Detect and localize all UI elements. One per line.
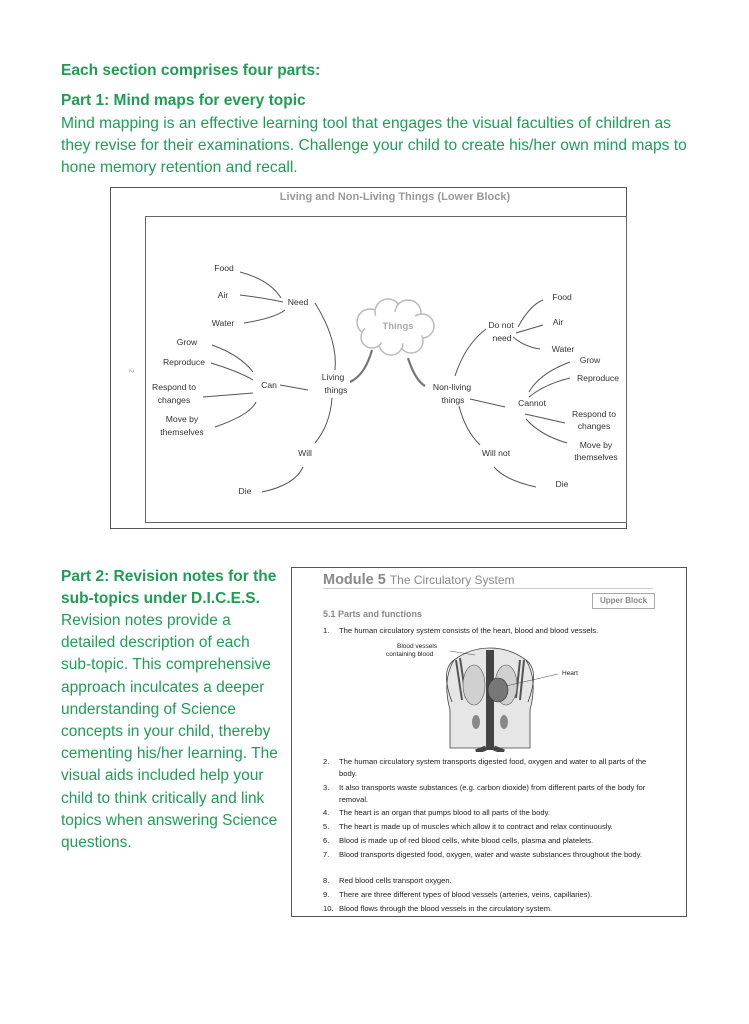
note-number: 9. <box>323 890 330 899</box>
label-blood-vessels-2: containing blood <box>386 651 434 658</box>
module-number: Module 5 <box>323 572 386 588</box>
note-number: 1. <box>323 626 330 635</box>
note-item <box>323 849 658 861</box>
leaf: Grow <box>176 337 198 347</box>
leaf: Respond to <box>572 409 616 419</box>
note-item <box>323 807 658 819</box>
note-item <box>323 821 658 833</box>
module-name: The Circulatory System <box>389 573 515 587</box>
node-need: Need <box>287 297 309 307</box>
note-text: There are three different types of blood vessels (arteries, veins, capillaries). <box>339 890 593 899</box>
label-heart: Heart <box>562 670 578 677</box>
note-number: 8. <box>323 876 330 885</box>
mind-map-page-mark: 2 <box>127 369 134 373</box>
note-item <box>323 835 658 847</box>
note-item <box>323 903 658 915</box>
leaf: Air <box>552 317 564 327</box>
node-living-things-2: things <box>324 385 348 395</box>
part1-body: Mind mapping is an effective learning tool that engages the visual faculties of children as they revise for their examinations. Challenge your child to create his/her own mind maps to hone memory retention and recall. <box>61 115 687 176</box>
node-living-things-1: Living <box>321 372 345 382</box>
note-number: 6. <box>323 836 330 845</box>
note-text: The human circulatory system transports digested food, oxygen and water to all parts of the body. <box>339 757 647 778</box>
leaf: changes <box>157 395 191 405</box>
part2-body: Revision notes provide a detailed description of each sub-topic. This comprehensive approach inculcates a deeper understanding of Science concepts in your child, thereby cementing his/her learning. The visual aids included help your child to think critically and link topics when answering Science questions. <box>61 612 278 852</box>
leaf: Die <box>238 486 252 496</box>
note-text: Blood flows through the blood vessels in the circulatory system. <box>339 904 553 913</box>
module-heading-rule <box>323 588 653 589</box>
note-text: The heart is an organ that pumps blood to all parts of the body. <box>339 808 550 817</box>
note-text: Blood transports digested food, oxygen, water and waste substances throughout the body. <box>339 850 642 859</box>
note-item <box>323 875 658 887</box>
note-number: 10. <box>323 904 334 913</box>
note-item <box>323 889 658 901</box>
part1-title: Part 1: Mind maps for every topic <box>61 92 306 109</box>
block-badge: Upper Block <box>592 593 655 609</box>
note-text: Blood is made up of red blood cells, white blood cells, plasma and platelets. <box>339 836 594 845</box>
center-node: Things <box>382 321 414 332</box>
mind-map-trunks <box>350 350 425 386</box>
node-nonliving-things-2: things <box>441 395 465 405</box>
leaf: Die <box>555 479 569 489</box>
note-text: The human circulatory system consists of the heart, blood and blood vessels. <box>339 626 599 635</box>
node-will-not: Will not <box>481 448 511 458</box>
note-number: 5. <box>323 822 330 831</box>
node-cannot: Cannot <box>518 398 546 408</box>
node-nonliving-things-1: Non-living <box>432 382 472 392</box>
note-number: 3. <box>323 783 330 792</box>
module-heading <box>323 571 515 589</box>
circulatory-system-illustration <box>370 640 590 752</box>
leaf: Move by <box>579 440 613 450</box>
node-can: Can <box>261 380 277 390</box>
leaf: Reproduce <box>162 357 206 367</box>
leaf: Grow <box>579 355 601 365</box>
leaf: themselves <box>574 452 618 462</box>
label-blood-vessels-1: Blood vessels <box>397 643 438 650</box>
note-text: The heart is made up of muscles which allow it to contract and relax continuously. <box>339 822 613 831</box>
heart-icon <box>488 678 508 702</box>
leaf: Water <box>211 318 235 328</box>
note-item <box>323 756 658 779</box>
note-number: 4. <box>323 808 330 817</box>
node-will: Will <box>298 448 312 458</box>
mind-map-title: Living and Non-Living Things (Lower Block) <box>279 191 511 203</box>
subtopic-heading: 5.1 Parts and functions <box>323 609 423 619</box>
leaf: Respond to <box>152 382 196 392</box>
part2-title: Part 2: Revision notes for the sub-topics under D.I.C.E.S. <box>61 568 277 607</box>
note-number: 2. <box>323 757 330 766</box>
leaf: changes <box>577 421 611 431</box>
node-do-not-need-2: need <box>492 333 512 343</box>
leaf: Reproduce <box>576 373 620 383</box>
leaf: themselves <box>160 427 204 437</box>
note-text: It also transports waste substances (e.g. carbon dioxide) from different parts of the body for removal. <box>339 783 646 804</box>
leaf: Food <box>214 263 234 273</box>
note-text: Red blood cells transport oxygen. <box>339 876 452 885</box>
leaf: Move by <box>165 414 199 424</box>
note-item <box>323 625 658 637</box>
leaf: Air <box>217 290 229 300</box>
leaf: Water <box>551 344 575 354</box>
note-item <box>323 782 658 805</box>
section-intro-heading: Each section comprises four parts: <box>61 62 321 79</box>
leaf: Food <box>552 292 572 302</box>
node-do-not-need-1: Do not <box>488 320 514 330</box>
note-number: 7. <box>323 850 330 859</box>
